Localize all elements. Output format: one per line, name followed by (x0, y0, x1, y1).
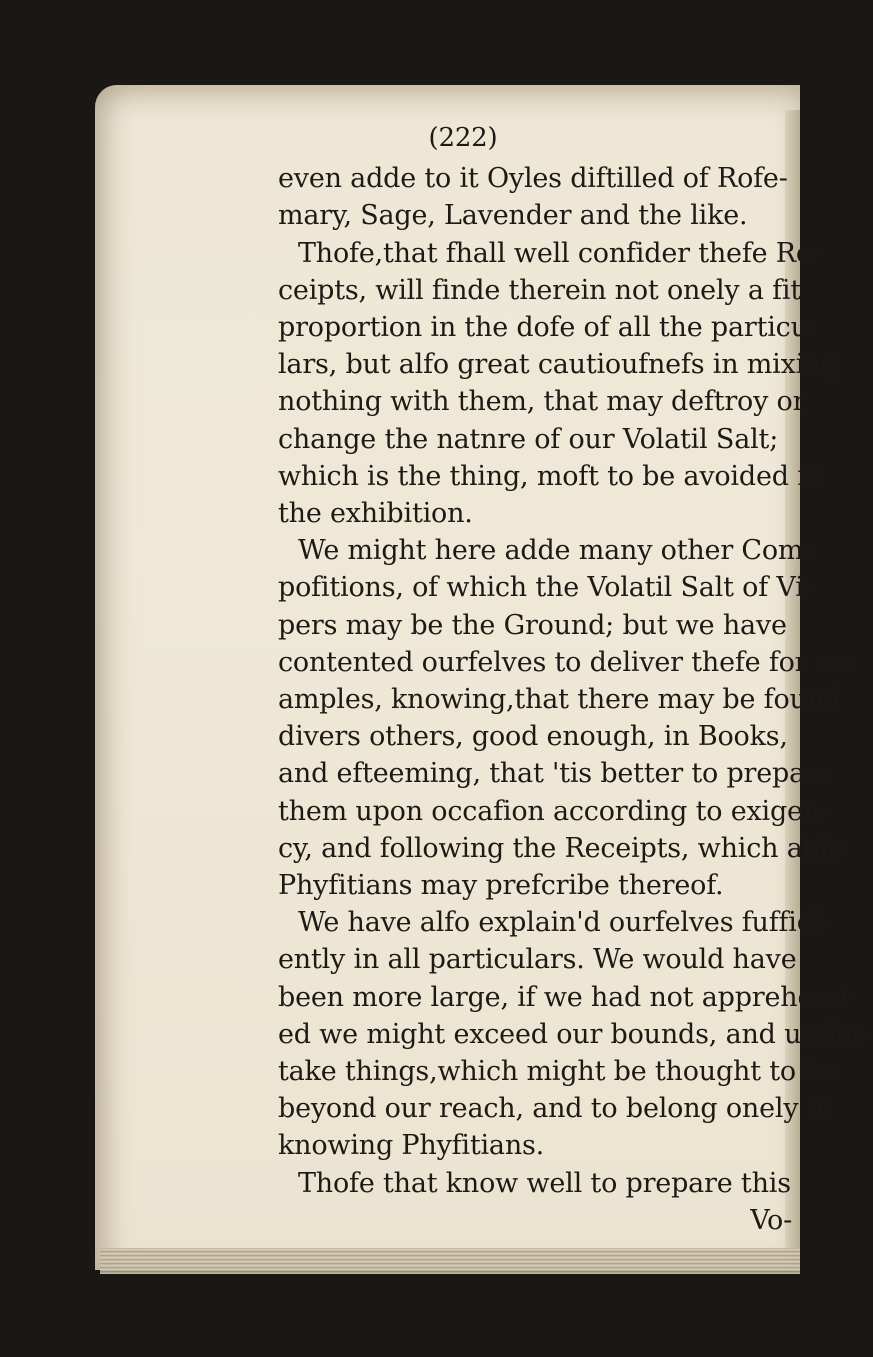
catchword: Vo- (750, 1204, 792, 1236)
text-line: the exhibition. (278, 498, 473, 530)
text-line: beyond our reach, and to belong onely to (278, 1093, 834, 1125)
text-line: which is the thing, moft to be avoided in (278, 460, 823, 492)
text-line: been more large, if we had not apprehend- (278, 981, 857, 1013)
text-line: ceipts, will finde therein not onely a fit (278, 274, 801, 306)
text-line: change the natnre of our Volatil Salt; (278, 423, 779, 455)
text-line: proportion in the dofe of all the particu- (278, 312, 817, 344)
text-line: cy, and following the Receipts, which able (278, 832, 844, 864)
text-line: We might here adde many other Com- (298, 535, 813, 567)
text-line: even adde to it Oyles diftilled of Rofe- (278, 163, 788, 195)
text-line: Phyfitians may prefcribe thereof. (278, 870, 724, 902)
text-line: knowing Phyfitians. (278, 1130, 545, 1162)
page-number: (222) (428, 123, 498, 153)
text-line: lars, but alfo great cautioufnefs in mixing (278, 349, 839, 381)
text-line: contented ourfelves to deliver thefe for ex- (278, 646, 856, 678)
text-line: and efteeming, that 'tis better to prepare (278, 758, 834, 790)
text-line: Thofe,that fhall well confider thefe Re- (298, 237, 821, 269)
text-line: Thofe that know well to prepare this (298, 1167, 791, 1199)
page-bottom-edge (100, 1248, 800, 1274)
text-line: mary, Sage, Lavender and the like. (278, 200, 748, 232)
text-line: nothing with them, that may deftroy or (278, 386, 806, 418)
text-line: ently in all particulars. We would have (278, 944, 797, 976)
text-line: divers others, good enough, in Books, (278, 721, 788, 753)
text-line: pers may be the Ground; but we have (278, 609, 787, 641)
text-line: We have alfo explain'd ourfelves fuffici- (298, 907, 830, 939)
page-text (278, 120, 873, 1239)
text-line: them upon occafion according to exigen- (278, 795, 829, 827)
text-line: amples, knowing,that there may be found (278, 684, 841, 716)
text-line: pofitions, of which the Volatil Salt of Vi- (278, 572, 813, 604)
text-line: ed we might exceed our bounds, and under- (278, 1018, 873, 1050)
text-line: take things,which might be thought to be (278, 1056, 838, 1088)
